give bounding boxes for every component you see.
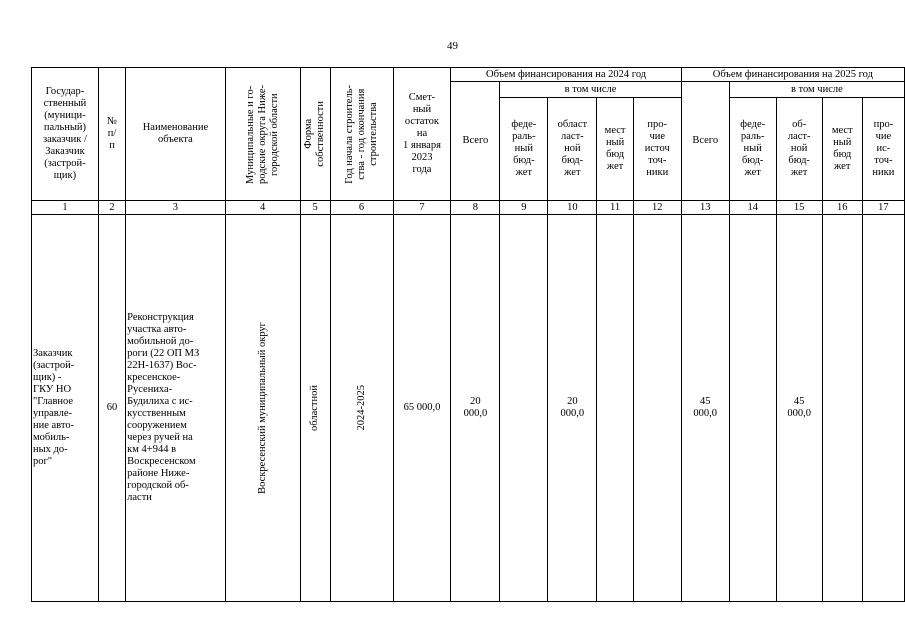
header-including-2025: в том числе — [729, 82, 904, 98]
header-remainder: Смет- ный остаток на 1 января 2023 года — [393, 68, 451, 201]
header-total-2024: Всего — [451, 82, 500, 201]
column-number: 7 — [393, 201, 451, 215]
cell-number: 60 — [98, 215, 125, 602]
cell-local-2025 — [822, 215, 862, 602]
header-other-2025: про- чие ис- точ- ники — [862, 98, 904, 201]
header-local-2025: мест ный бюд жет — [822, 98, 862, 201]
cell-total-2025: 45 000,0 — [681, 215, 729, 602]
header-fin-2025: Объем финансирования на 2025 год — [681, 68, 904, 82]
column-number: 16 — [822, 201, 862, 215]
column-number: 6 — [330, 201, 393, 215]
header-local-2024: мест ный бюд жет — [597, 98, 633, 201]
column-number: 10 — [548, 201, 597, 215]
cell-other-2024 — [633, 215, 681, 602]
header-municipality: Муниципальные и го- родские округа Ниже- городской области — [225, 68, 300, 201]
header-federal-2024: феде- раль- ный бюд- жет — [500, 98, 548, 201]
header-years: Год начала строитель- ства - год окончания строительства — [330, 68, 393, 201]
cell-local-2024 — [597, 215, 633, 602]
column-number: 17 — [862, 201, 904, 215]
column-number: 8 — [451, 201, 500, 215]
cell-remainder: 65 000,0 — [393, 215, 451, 602]
column-numbers-row — [32, 201, 905, 215]
column-number: 4 — [225, 201, 300, 215]
header-regional-2024: област ласт- ной бюд- жет — [548, 98, 597, 201]
header-federal-2025: феде- раль- ный бюд- жет — [729, 98, 776, 201]
header-object-name: Наименование объекта — [126, 68, 226, 201]
cell-federal-2024 — [500, 215, 548, 602]
cell-years: 2024-2025 — [330, 215, 393, 602]
column-number: 1 — [32, 201, 99, 215]
column-number: 5 — [300, 201, 330, 215]
cell-regional-2024: 20 000,0 — [548, 215, 597, 602]
column-number: 14 — [729, 201, 776, 215]
header-total-2025: Всего — [681, 82, 729, 201]
table-row — [32, 215, 905, 602]
header-regional-2025: об- ласт- ной бюд- жет — [776, 98, 822, 201]
cell-customer: Заказчик (застрой- щик) - ГКУ НО "Главное управле- ние авто- мобиль- ных до- рог" — [32, 215, 99, 602]
column-number: 12 — [633, 201, 681, 215]
cell-federal-2025 — [729, 215, 776, 602]
header-customer: Государ- ственный (муници- пальный) заказчик / Заказчик (застрой- щик) — [32, 68, 99, 201]
cell-municipality: Воскресенский муниципальный округ — [225, 215, 300, 602]
header-fin-2024: Объем финансирования на 2024 год — [451, 68, 681, 82]
header-ownership: Форма собственности — [300, 68, 330, 201]
column-number: 13 — [681, 201, 729, 215]
column-number: 3 — [126, 201, 226, 215]
header-number: № п/ п — [98, 68, 125, 201]
cell-other-2025 — [862, 215, 904, 602]
cell-object-name: Реконструкция участка авто- мобильной до- роги (22 ОП МЗ 22Н-1637) Вос- кресенское- Русениха- Будилиха с ис- кусственным сооружением через ручей на км 4+944 в Воскресенском районе Ниже- городской об- ласти — [126, 215, 226, 602]
cell-regional-2025: 45 000,0 — [776, 215, 822, 602]
header-including-2024: в том числе — [500, 82, 681, 98]
header-other-2024: про- чие источ точ- ники — [633, 98, 681, 201]
financing-table — [31, 67, 905, 602]
cell-total-2024: 20 000,0 — [451, 215, 500, 602]
column-number: 2 — [98, 201, 125, 215]
column-number: 9 — [500, 201, 548, 215]
column-number: 15 — [776, 201, 822, 215]
cell-ownership: областной — [300, 215, 330, 602]
page-number: 49 — [447, 40, 458, 52]
column-number: 11 — [597, 201, 633, 215]
